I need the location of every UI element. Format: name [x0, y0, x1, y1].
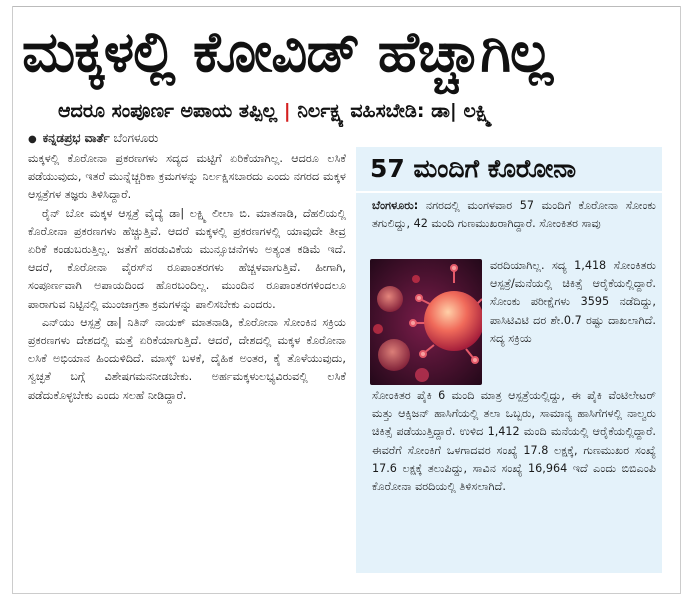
subhead-part-1: ಆದರೂ ಸಂಪೂರ್ಣ ಅಪಾಯ ತಪ್ಪಿಲ್ಲ	[58, 100, 278, 122]
article-paragraph: ರೈನ್ ಬೋ ಮಕ್ಕಳ ಆಸ್ಪತ್ರೆ ವೈದ್ಯೆ ಡಾ| ಲಕ್ಷ್ಮಿ ಲೀಲಾ ಬಿ. ಮಾತನಾಡಿ, ದೆಹಲಿಯಲ್ಲಿ ಕೊರೋನಾ ಪ್ರಕರಣಗಳು ಹೆಚ್ಚುತ್ತಿವೆ. ಆದರೆ ಮಕ್ಕಳಲ್ಲಿ ಪ್ರಕರಣಗಳಲ್ಲಿ ಯಾವುದೇ ತೀವ್ರ ಏರಿಕೆ ಕಂಡುಬರುತ್ತಿಲ್ಲ. ಜತೆಗೆ ಹರಡುವಿಕೆಯ ಮುನ್ಸೂಚನೆಗಳು ಅತ್ಯಂತ ಕಡಿಮೆ ಇದೆ. ಆದರೆ, ಕೊರೋನಾ ವೈರಸ್‌ನ ರೂಪಾಂತರಗಳು ಹೆಚ್ಚಳವಾಗುತ್ತಿವೆ. ಹೀಗಾಗಿ, ಸಂಪೂರ್ಣವಾಗಿ ಅಪಾಯದಿಂದ ಹೊರಬಂದಿಲ್ಲ. ಮುಂದಿನ ರೂಪಾಂತರಗಳಿಂದಲೂ ಪಾರಾಗುವ ನಿಟ್ಟಿನಲ್ಲಿ ಮುಂಜಾಗ್ರತಾ ಕ್ರಮಗಳನ್ನು ಪಾಲಿಸಬೇಕು ಎಂದರು.	[28, 206, 346, 311]
sidebar-box-side-text: ವರದಿಯಾಗಿಲ್ಲ. ಸದ್ಯ 1,418 ಸೋಂಕಿತರು ಆಸ್ಪತ್ರೆ/ಮನೆಯಲ್ಲಿ ಚಿಕಿತ್ಸೆ ಆರೈಕೆಯಲ್ಲಿದ್ದಾರೆ. ಸೋಂಕು ಪರೀಕ್ಷೆಗಳು 3595 ನಡೆದಿದ್ದು, ಪಾಸಿಟಿವಿಟಿ ದರ ಶೇ.0.7 ರಷ್ಟು ದಾಖಲಾಗಿದೆ. ಸದ್ಯ ಸಕ್ರಿಯ	[490, 259, 656, 345]
frame-left-rule	[12, 6, 13, 594]
frame-right-rule	[680, 6, 681, 594]
bullet-icon: ●	[28, 134, 37, 145]
byline-place: ಬೆಂಗಳೂರು	[113, 131, 159, 145]
subheadline	[58, 95, 678, 127]
article-paragraph: ಮಕ್ಕಳಲ್ಲಿ ಕೊರೋನಾ ಪ್ರಕರಣಗಳು ಸದ್ಯದ ಮಟ್ಟಿಗೆ ಏರಿಕೆಯಾಗಿಲ್ಲ. ಆದರೂ ಲಸಿಕೆ ಪಡೆಯುವುದು, ಇತರೆ ಮುನ್ನೆಚ್ಚರಿಕಾ ಕ್ರಮಗಳನ್ನು ನಿರ್ಲಕ್ಷಿಸಬಾರದು ಎಂದು ನಗರದ ಮಕ್ಕಳ ಆಸ್ಪತ್ರೆಗಳ ತಜ್ಞರು ತಿಳಿಸಿದ್ದಾರೆ.	[28, 152, 346, 202]
frame-top-rule	[12, 6, 681, 7]
byline-source: ಕನ್ನಡಪ್ರಭ ವಾರ್ತೆ	[42, 131, 110, 145]
sidebar-box-intro	[372, 197, 656, 233]
byline	[28, 128, 158, 148]
sidebar-box-title: 57 ಮಂದಿಗೆ ಕೊರೋನಾ	[370, 154, 577, 183]
subhead-separator: |	[283, 100, 291, 122]
virus-particle-main	[424, 291, 482, 351]
frame-bottom-rule	[12, 593, 681, 594]
sidebar-box-body: ಸೋಂಕಿತರ ಪೈಕಿ 6 ಮಂದಿ ಮಾತ್ರ ಆಸ್ಪತ್ರೆಯಲ್ಲಿದ್ದು, ಈ ಪೈಕಿ ವೆಂಟಿಲೇಟರ್ ಮತ್ತು ಆಕ್ಸಿಜನ್ ಹಾಸಿಗೆಯಲ್ಲಿ ತಲಾ ಒಬ್ಬರು, ಸಾಮಾನ್ಯ ಹಾಸಿಗೆಗಳಲ್ಲಿ ನಾಲ್ವರು ಚಿಕಿತ್ಸೆ ಪಡೆಯುತ್ತಿದ್ದಾರೆ. ಉಳಿದ 1,412 ಮಂದಿ ಮನೆಯಲ್ಲಿ ಆರೈಕೆಯಲ್ಲಿದ್ದಾರೆ. ಈವರೆಗೆ ಸೋಂಕಿಗೆ ಒಳಗಾದವರ ಸಂಖ್ಯೆ 17.8 ಲಕ್ಷಕ್ಕೆ, ಗುಣಮುಖರ ಸಂಖ್ಯೆ 17.6 ಲಕ್ಷಕ್ಕೆ ತಲುಪಿದ್ದು, ಸಾವಿನ ಸಂಖ್ಯೆ 16,964 ಇದೆ ಎಂದು ಬಿಬಿಎಂಪಿ ಕೊರೋನಾ ವರದಿಯಲ್ಲಿ ತಿಳಿಸಲಾಗಿದೆ.	[372, 389, 656, 494]
headline: ಮಕ್ಕಳಲ್ಲಿ ಕೋವಿಡ್ ಹೆಚ್ಚಾಗಿಲ್ಲ	[22, 20, 552, 85]
article-paragraph: ಎನ್‌ಯು ಆಸ್ಪತ್ರೆ ಡಾ| ನಿತಿನ್ ನಾಯಕ್ ಮಾತನಾಡಿ, ಕೊರೋನಾ ಸೋಂಕಿನ ಸಕ್ರಿಯ ಪ್ರಕರಣಗಳು ದೇಶದಲ್ಲಿ ಮತ್ತೆ ಏರಿಕೆಯಾಗುತ್ತಿದೆ. ಆದರೆ, ದೇಶದಲ್ಲಿ ಮಕ್ಕಳ ಕೊರೋನಾ ಲಸಿಕೆ ಅಭಿಯಾನ ಹಿಂದುಳಿದಿದೆ. ಮಾಸ್ಕ್ ಬಳಕೆ, ದೈಹಿಕ ಅಂತರ, ಕೈ ತೊಳೆಯುವುದು, ಸ್ವಚ್ಛತೆ ಬಗ್ಗೆ ವಿಶೇಷಗಮನನೀಡಬೇಕು. ಅರ್ಹಮಕ್ಕಳುಲಭ್ಯವಿರುವಲ್ಲಿ ಲಸಿಕೆ ಪಡೆದುಕೊಳ್ಳಬೇಕು ಎಂದು ಸಲಹೆ ನೀಡಿದ್ದಾರೆ.	[28, 315, 346, 402]
subhead-part-2: ನಿರ್ಲಕ್ಷ್ಯ ವಹಿಸಬೇಡಿ: ಡಾ| ಲಕ್ಷ್ಮಿ	[297, 100, 492, 122]
sidebar-box-intro-text: ನಗರದಲ್ಲಿ ಮಂಗಳವಾರ 57 ಮಂದಿಗೆ ಕೊರೋನಾ ಸೋಂಕು ತಗುಲಿದ್ದು, 42 ಮಂದಿ ಗುಣಮುಖರಾಗಿದ್ದಾರೆ. ಸೋಂಕಿತರ ಸಾವು	[372, 199, 656, 231]
sidebar-box	[356, 147, 662, 573]
sidebar-box-dateline: ಬೆಂಗಳೂರು:	[372, 199, 419, 212]
article-body	[28, 150, 346, 580]
sidebar-box-divider	[356, 191, 662, 193]
coronavirus-image	[370, 259, 482, 385]
